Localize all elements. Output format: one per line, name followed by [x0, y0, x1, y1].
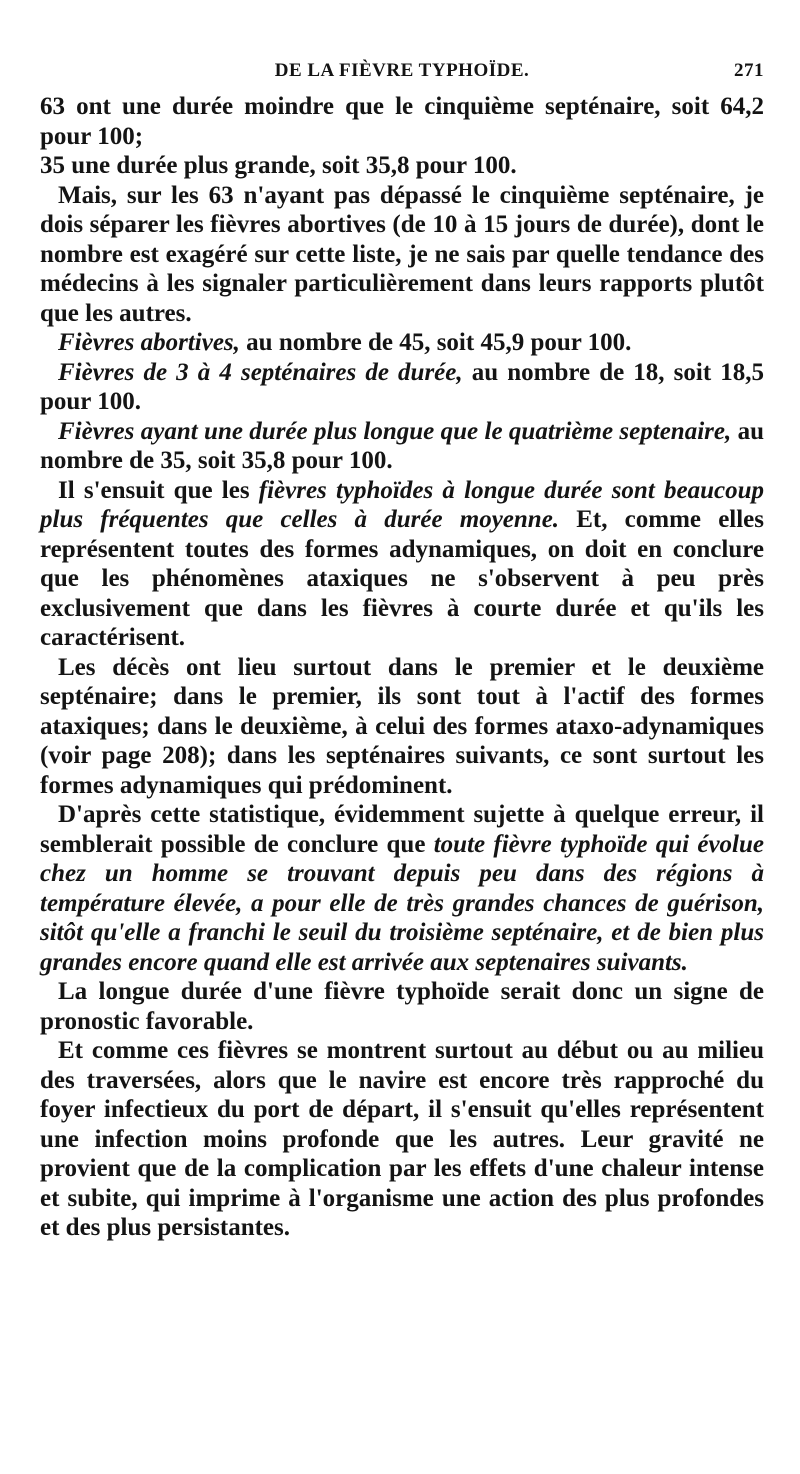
paragraph-9-before: D'après cette statistique, évidemment sujette à quelque erreur, il semblerait possible de conclure que	[40, 801, 764, 858]
paragraph-9	[40, 800, 764, 977]
paragraph-2: 35 une durée plus grande, soit 35,8 pour 100.	[40, 152, 517, 179]
paragraph-4	[40, 328, 764, 358]
paragraph-3: Mais, sur les 63 n'ayant pas dépassé le cinquième septénaire, je dois séparer les fièvres abortives (de 10 à 15 jours de durée), dont le nombre est exagéré sur cette liste, je ne sais par quelle tendance des médecins à les signaler particulièrement dans leurs rapports plutôt que les autres.	[40, 181, 764, 327]
paragraph-7-after: Et, comme elles représentent toutes des formes adynamiques, on doit en conclure que les phénomènes ataxiques ne s'observent à peu près exclusivement que dans les fièvres à courte durée et qu'ils les caractérisent.	[40, 506, 765, 651]
running-title: DE LA FIÈVRE TYPHOÏDE.	[274, 60, 530, 81]
page-number: 271	[734, 60, 764, 81]
paragraph-6-text: au nombre de 35, soit 35,8 pour 100.	[40, 417, 765, 474]
paragraph-10: La longue durée d'une fièvre typhoïde serait donc un signe de pronostic favorable.	[40, 978, 764, 1035]
paragraph-6	[40, 417, 764, 476]
page-header	[40, 58, 764, 92]
paragraph-5-label: Fièvres de 3 à 4 septénaires de durée,	[58, 358, 463, 386]
book-page	[40, 58, 764, 1243]
paragraph-4-text: au nombre de 45, soit 45,9 pour 100.	[239, 329, 632, 356]
paragraph-8: Les décès ont lieu surtout dans le premier et le deuxième septénaire; dans le premier, ils sont tout à l'actif des formes ataxiques; dans le deuxième, à celui des formes ataxo-adynamiques (voir page 208); dans les septénaires suivants, ce sont surtout les formes adynamiques qui prédominent.	[40, 653, 764, 799]
paragraph-5-text: au nombre de 18, soit 18,5 pour 100.	[40, 358, 765, 415]
paragraph-1: 63 ont une durée moindre que le cinquième septénaire, soit 64,2 pour 100;	[40, 93, 764, 150]
paragraph-4-label: Fièvres abortives,	[58, 329, 240, 356]
body-text	[40, 92, 764, 1243]
paragraph-11: Et comme ces fièvres se montrent surtout au début ou au milieu des traversées, alors que le navire est encore très rapproché du foyer infectieux du port de départ, il s'ensuit qu'elles représentent une infection moins profonde que les autres. Leur gravité ne provient que de la complication par les effets d'une chaleur intense et subite, qui imprime à l'organisme une action des plus profondes et des plus persistantes.	[40, 1037, 764, 1241]
paragraph-9-emphasis: toute fièvre typhoïde qui évolue chez un homme se trouvant depuis peu dans des régions à température élevée, a pour elle de très grandes chances de guérison, sitôt qu'elle a franchi le seuil du troisième septénaire, et de bien plus grandes encore quand elle est arrivée aux septenaires suivants.	[40, 830, 764, 976]
paragraph-7-before: Il s'ensuit que les	[58, 476, 259, 504]
paragraph-7	[40, 476, 764, 653]
paragraph-7-emphasis: fièvres typhoïdes à longue durée sont beaucoup plus fréquentes que celles à durée moyenne.	[40, 476, 764, 533]
paragraph-6-label: Fièvres ayant une durée plus longue que le quatrième septenaire,	[58, 417, 732, 445]
paragraph-5	[40, 358, 764, 417]
